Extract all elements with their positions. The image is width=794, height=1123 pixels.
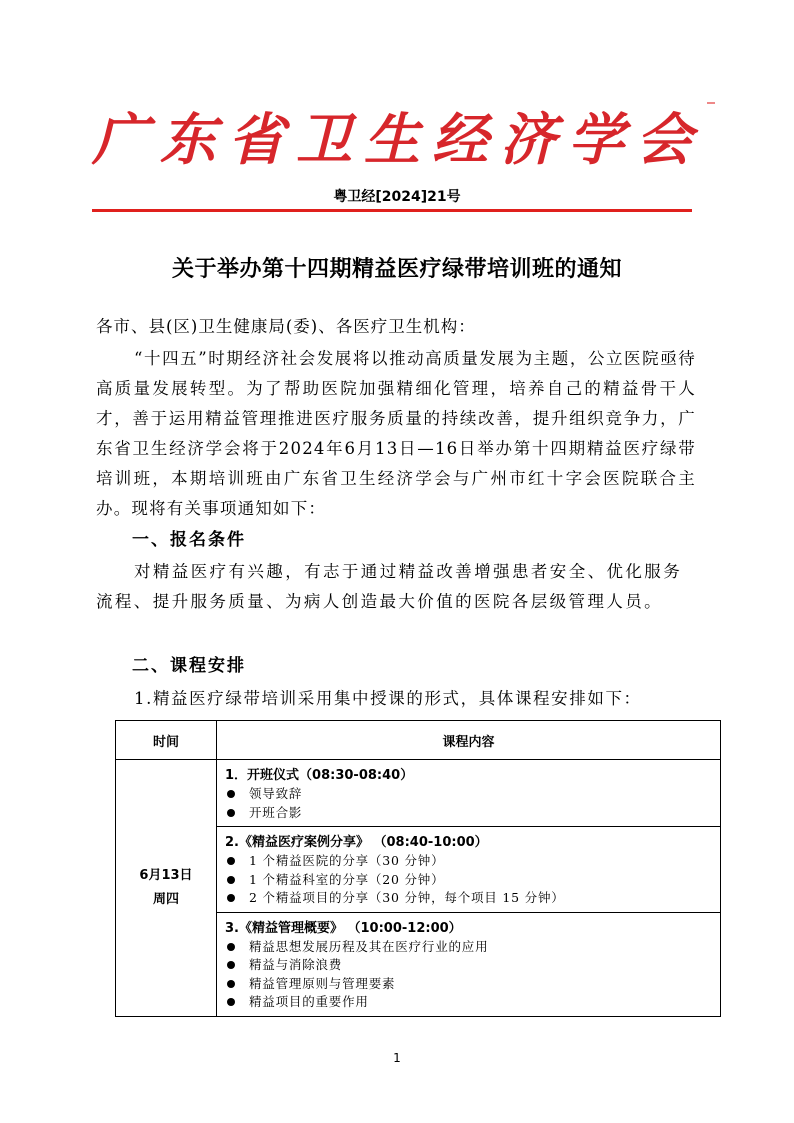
- salutation: 各市、县(区)卫生健康局(委)、各医疗卫生机构：: [96, 317, 476, 336]
- list-item: 领导致辞: [225, 785, 714, 804]
- course-schedule-table: [115, 720, 721, 1017]
- list-item: 开班合影: [225, 804, 714, 823]
- content-cell: [217, 827, 721, 913]
- weekday-label: 周四: [152, 891, 179, 907]
- time-cell: [116, 760, 217, 1017]
- masthead-char: 济: [500, 107, 556, 173]
- masthead-char: 东: [160, 107, 216, 173]
- masthead-char: 学: [568, 107, 624, 173]
- table-row: [116, 760, 721, 827]
- masthead-char: 会: [636, 107, 692, 173]
- block-title: 2.《精益医疗案例分享》 （08:40-10:00）: [225, 835, 488, 850]
- list-item: 精益思想发展历程及其在医疗行业的应用: [225, 938, 714, 957]
- header-time: 时间: [116, 721, 217, 760]
- day-label: 6月13日: [139, 867, 193, 883]
- header-content: 课程内容: [217, 721, 721, 760]
- document-number: 粤卫经[2024]21号: [333, 189, 461, 205]
- eligibility-paragraph: 对精益医疗有兴趣，有志于通过精益改善增强患者安全、优化服务流程、提升服务质量、为病人创造最大价值的医院各层级管理人员。: [96, 562, 683, 611]
- list-item: 精益与消除浪费: [225, 956, 714, 975]
- notice-title: 关于举办第十四期精益医疗绿带培训班的通知: [171, 257, 622, 282]
- section-heading-eligibility: 一、报名条件: [132, 530, 246, 550]
- list-item: 精益管理原则与管理要素: [225, 975, 714, 994]
- section-heading-schedule: 二、课程安排: [132, 656, 246, 676]
- masthead-char: 经: [432, 107, 488, 173]
- page-number: 1: [393, 1051, 401, 1065]
- list-item: 2 个精益项目的分享（30 分钟，每个项目 15 分钟）: [225, 889, 714, 908]
- corner-mark: [707, 102, 715, 104]
- masthead-char: 卫: [296, 107, 352, 173]
- content-cell: [217, 760, 721, 827]
- block-title: 3.《精益管理概要》 （10:00-12:00）: [225, 920, 462, 936]
- masthead-logo: [92, 100, 692, 180]
- red-divider: [92, 209, 692, 212]
- content-cell: [217, 912, 721, 1016]
- schedule-intro: 1.精益医疗绿带培训采用集中授课的形式，具体课程安排如下：: [134, 689, 642, 708]
- intro-paragraph: “十四五”时期经济社会发展将以推动高质量发展为主题，公立医院亟待高质量发展转型。为了帮助医院加强精细化管理，培养自己的精益骨干人才，善于运用精益管理推进医疗服务质量的持续改善，提升组织竞争力，广东省卫生经济学会将于2024年6月13日—16日举办第十四期精益医疗绿带培训班，本期培训班由广东省卫生经济学会与广州市红十字会医院联合主办。现将有关事项通知如下：: [96, 349, 696, 518]
- list-item: 1 个精益医院的分享（30 分钟）: [225, 852, 714, 871]
- masthead-char: 广: [92, 107, 148, 173]
- masthead-char: 省: [228, 107, 284, 173]
- block-title: 1．开班仪式（08:30-08:40）: [225, 768, 414, 783]
- list-item: 1 个精益科室的分享（20 分钟）: [225, 871, 714, 890]
- list-item: 精益项目的重要作用: [225, 993, 714, 1012]
- masthead-char: 生: [364, 107, 420, 173]
- table-header-row: [116, 721, 721, 760]
